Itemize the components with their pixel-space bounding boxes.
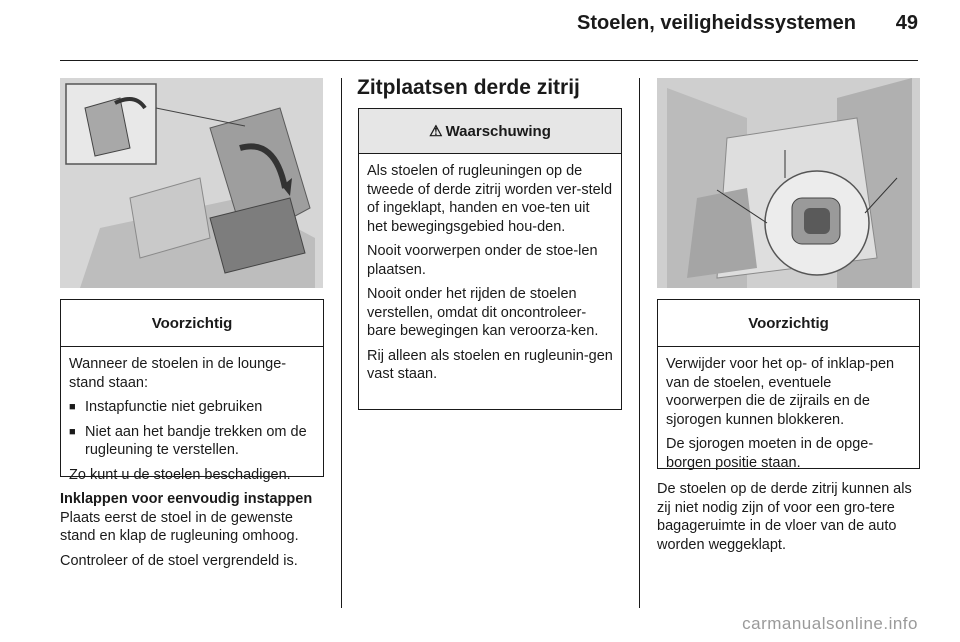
trunk-illustration (657, 78, 920, 288)
header-rule (60, 60, 918, 61)
warning-heading: Waarschuwing (445, 122, 551, 140)
footer-watermark: carmanualsonline.info (742, 614, 918, 633)
caution-body (658, 347, 919, 484)
column-divider-right (639, 78, 640, 608)
caution-paragraph: De sjorogen moeten in de opge-borgen positie staan. (666, 436, 874, 471)
column-divider-left (341, 78, 342, 608)
list-item (69, 423, 315, 460)
right-body-text (657, 480, 923, 560)
section-title: Zitplaatsen derde zitrij (357, 76, 580, 99)
caution-heading: Voorzichtig (61, 300, 323, 347)
paragraph: Plaats eerst de stoel in de gewenste stand en klap de rugleuning omhoog. (60, 509, 299, 544)
warning-box (358, 108, 622, 410)
caution-outro: Zo kunt u de stoelen beschadigen. (69, 466, 291, 483)
bullet-square-icon: ■ (69, 425, 76, 438)
caution-intro: Wanneer de stoelen in de lounge-stand staan: (69, 356, 287, 391)
warning-paragraph: Als stoelen of rugleuningen op de tweede of derde zitrij worden ver-steld of ingeklapt, handen en voe-ten uit het bewegingsgebied hou-den. (367, 163, 613, 235)
caution-body (61, 347, 323, 496)
paragraph: Controleer of de stoel vergrendeld is. (60, 552, 298, 569)
caution-heading: Voorzichtig (658, 300, 919, 347)
seat-illustration (60, 78, 323, 288)
left-body-text (60, 490, 328, 576)
warning-paragraph: Nooit onder het rijden de stoelen verstellen, omdat dit oncontroleer-bare bewegingen kan veroorza-ken. (367, 286, 599, 339)
list-item (69, 398, 315, 417)
warning-header (359, 109, 621, 154)
caution-box-left (60, 299, 324, 483)
paragraph: De stoelen op de derde zitrij kunnen als zij niet nodig zijn of voor een gro-tere bagageruimte in de vloer van de auto worden weggeklapt. (657, 481, 912, 553)
bullet-text: Niet aan het bandje trekken om de rugleuning te verstellen. (85, 423, 307, 458)
bullet-text: Instapfunctie niet gebruiken (85, 399, 263, 415)
warning-paragraph: Nooit voorwerpen onder de stoe-len plaatsen. (367, 243, 598, 278)
subheading: Inklappen voor eenvoudig instappen (60, 491, 313, 507)
bullet-square-icon: ■ (69, 401, 76, 413)
caution-box-right (657, 299, 920, 469)
page-number: 49 (895, 12, 918, 34)
page-header-title: Stoelen, veiligheidssystemen (577, 12, 856, 34)
caution-paragraph: Verwijder voor het op- of inklap-pen van de stoelen, eventuele voorwerpen die de zijrails en de sjorogen kunnen blokkeren. (666, 356, 895, 428)
warning-body (359, 154, 621, 396)
warning-triangle-icon: ⚠ (429, 123, 443, 140)
warning-paragraph: Rij alleen als stoelen en rugleunin-gen vast staan. (367, 347, 613, 382)
